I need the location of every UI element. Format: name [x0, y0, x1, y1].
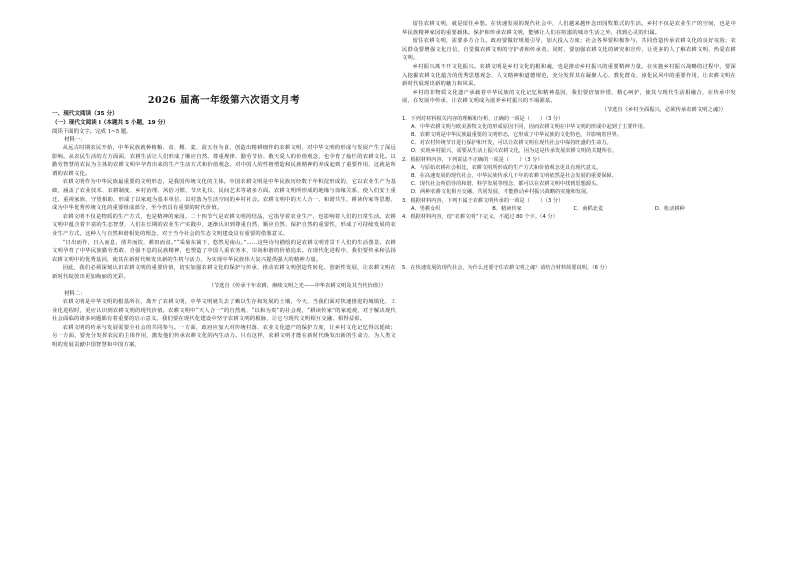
answer-space [402, 221, 736, 264]
source-note: （节选自《乡村全面振兴，必须传承农耕文明之魂》） [601, 106, 726, 113]
question-1: 1．下列对材料相关内容的理解和分析，正确的一项是（ ）（3 分） [402, 115, 564, 122]
option-b: B．农耕文明是中华民族最重要的文明形态，它形成了中华民族的文化特色，并影响着世界。 [411, 131, 623, 138]
paragraph: 因此，我们必须深刻认识农耕文明的重要价值，切实加强农耕文化的保护与传承，推动农耕文明创造性转化、创新性发展，让农耕文明在新时代绽放出更加绚丽的光彩。 [52, 265, 396, 280]
option-c: C．现代社会所倡导的和谐、科学发展等理念，都可以在农耕文明中找到思想源头。 [411, 181, 602, 188]
option-b: B．精读传家 [492, 205, 522, 212]
section-heading: 一、现代文阅读（35 分） [52, 111, 118, 117]
paragraph: 乡村的非物质文化遗产承载着中华民族的文化记忆和精神基因，我们要倍加珍惜、精心呵护，使其与现代生活相融合，在传承中发展，在发展中传承，让农耕文明成为滋养乡村振兴的不竭源泉。 [402, 89, 736, 105]
option-a: A．中华农耕文明与欧美游牧文化的形成原因不同，因而农耕文明在中华文明的形成中起到了主要作用。 [411, 123, 648, 130]
paragraph: 留住农耕文明，就是留住乡愁。在快速发展的现代社会中，人们越来越怀念田园牧歌式的生活。乡村不仅是农业生产的空间，也是中华民族精神家园的重要载体。保护和传承农耕文明，能够让人们在喧嚣的城市生活之外，找到心灵的归属。 [402, 21, 736, 36]
paragraph: 从远古时期农民开始，中华民族就种植粮、食、稷、麦、菽五谷为食，创造出精耕细作的农耕文明，对中华文明的形成与发展产生了深远影响。从农民生活的方方面面，农耕生活让人们形成了顺应自然、尊重规律、勤劳节俭、敬天爱人的价值观念，也孕育了灿烂的农耕文化。以勤劳智慧的农民为主体的农耕文明中孕育出来的生产生活方式和价值观念，对中国人的性格塑造和民族精神的养成起到了重要作用，这就是所谓的农耕文化。 [52, 145, 396, 177]
question-3: 3．根据材料内容，下列不属于农耕文明传承的一项是（ ）（3 分） [402, 197, 564, 204]
paragraph: 留住农耕文明，需要多方合力。政府要做好规划引导，加大投入力度；社会各界要积极参与，共同营造传承农耕文化的良好氛围；农民群众要增强文化自信，自觉做农耕文明的守护者和传承者。同时，要加强农耕文化的研究和宣传，让更多的人了解农耕文明、热爱农耕文明。 [402, 38, 736, 62]
option-d: D．机动耕种 [654, 205, 685, 212]
exam-title: 2026 届高一年级第六次语文月考 [147, 95, 301, 106]
question-3-options [402, 205, 736, 213]
subsection-heading: （一）现代文阅读 I（本题共 5 小题，19 分） [52, 120, 169, 126]
question-4: 4．根据材料内容，给“农耕文明”下定义，不超过 80 个字。（4 分） [402, 213, 558, 220]
option-a: A．男耕女织 [411, 205, 441, 212]
option-a: A．与原始农耕社会相比，农耕文明所形成的生产方式和价值观念更具有现代意义。 [411, 164, 602, 171]
material-two-label: 材料二： [64, 291, 86, 298]
question-2: 2．根据材料内容，下列说法不正确的一项是（ ）（3 分） [402, 156, 543, 163]
paragraph: 农耕文明作为中华民族最重要的文明形态，是我国传统文化的主体。中国农耕文明是中华民族历经数千年积淀形成的，它以农业生产为基础，涵盖了农业技术、农耕制度、乡村治理、风俗习惯、节庆礼仪、民间艺术等诸多方面。农耕文明所形成的地缘与血缘关系，使人们安土重迁、重视家族、守望相助，形成了以家庭为基本单位、以村落为生活空间的乡村社会。农耕文明中的天人合一、和谐共生、耕读传家等思想，成为中华优秀传统文化的重要组成部分，至今仍具有重要的时代价值。 [52, 179, 396, 212]
option-d: D．实现乡村振兴，需要从生活上振兴农耕文化，因为这是传承发展农耕文明的关键所在。 [411, 148, 618, 155]
paragraph: 农耕文明是中华文明的根基所在，离开了农耕文明，中华文明就失去了赖以生存和发展的土壤。今天，当我们面对快速推进的城镇化、工业化进程时，更应认识到农耕文明的现代价值。农耕文明中“天人合一”的自然观、“以和为贵”的社会观、“耕读传家”的家庭观，对于解决现代社会面临的诸多问题都有着重要的启示意义。我们要在现代化建设中坚守农耕文明的根脉，让它与现代文明相互交融、相得益彰。 [52, 299, 396, 323]
paragraph: 乡村振兴离不开文化振兴。农耕文明是乡村文化的根和魂，也是推动乡村振兴的重要精神力量。在实施乡村振兴战略的过程中，要深入挖掘农耕文化蕴含的优秀思想观念、人文精神和道德规范，充分发挥其在凝聚人心、教化群众、淳化民风中的重要作用，让农耕文明在新时代展现出新的魅力和风采。 [402, 63, 736, 88]
option-c: C．对农村传统节日进行保护和开发，可以让农耕文明在现代社会中保持旺盛的生命力。 [411, 140, 612, 147]
left-column [52, 0, 396, 562]
question-5: 5．在快速发展的现代社会，为什么还要守住农耕文明之魂？请结合材料简要说明。（6 分） [402, 265, 610, 272]
paragraph: 农耕文明的传承与发展需要全社会的共同参与。一方面，政府应加大对传统村落、农业文化遗产的保护力度，让乡村文化记忆得以延续；另一方面，要充分发挥农民的主体作用，激发他们传承农耕文化的内生动力。只有这样，农耕文明才能在新时代焕发出新的生命力，为人类文明的发展贡献中国智慧和中国方案。 [52, 324, 396, 349]
material-one-label: 材料一： [64, 137, 86, 143]
option-d: D．两种农耕文化相互交融、共同发展，才能推动乡村振兴战略的实施和发展。 [411, 189, 592, 196]
source-note: （节选自《传承千年农耕，赓续文明之光——中华农耕文明及其当代价值》） [208, 282, 386, 289]
paragraph: “日出而作，日入而息，凿井而饮，耕田而食。”“采菊东篱下，悠然见南山。”……这些诗句描绘的是农耕文明背景下人们的生活图景。农耕文明孕育了中华民族勤劳勇敢、自强不息的民族精神，也塑造了中国人重农务本、崇尚和谐的价值追求。在现代化进程中，我们要传承和弘扬农耕文明中的优秀基因，使其在新时代焕发出新的生机与活力，为实现中华民族伟大复兴提供强大的精神力量。 [52, 239, 396, 263]
option-c: C．南稻北麦 [573, 205, 604, 212]
reading-instruction: 阅读下面的文字，完成 1~5 题。 [52, 129, 132, 135]
option-b: B．在高速发展的现代社会，中华民族传承几千年的农耕文明依然是社会发展的重要保障。 [411, 172, 617, 179]
right-column [402, 0, 736, 562]
paragraph: 农耕文明不仅是物质的生产方式，也是精神的家园。二十四节气是农耕文明的结晶，它指导着农业生产，也影响着人们的日常生活。农耕文明中蕴含着丰富的生态智慧，人们在长期的农业生产实践中，逐渐认识到尊重自然、顺应自然、保护自然的重要性，形成了可持续发展的农业生产方式。这种人与自然和谐相处的理念，对于当今社会的生态文明建设具有重要的借鉴意义。 [52, 213, 396, 237]
